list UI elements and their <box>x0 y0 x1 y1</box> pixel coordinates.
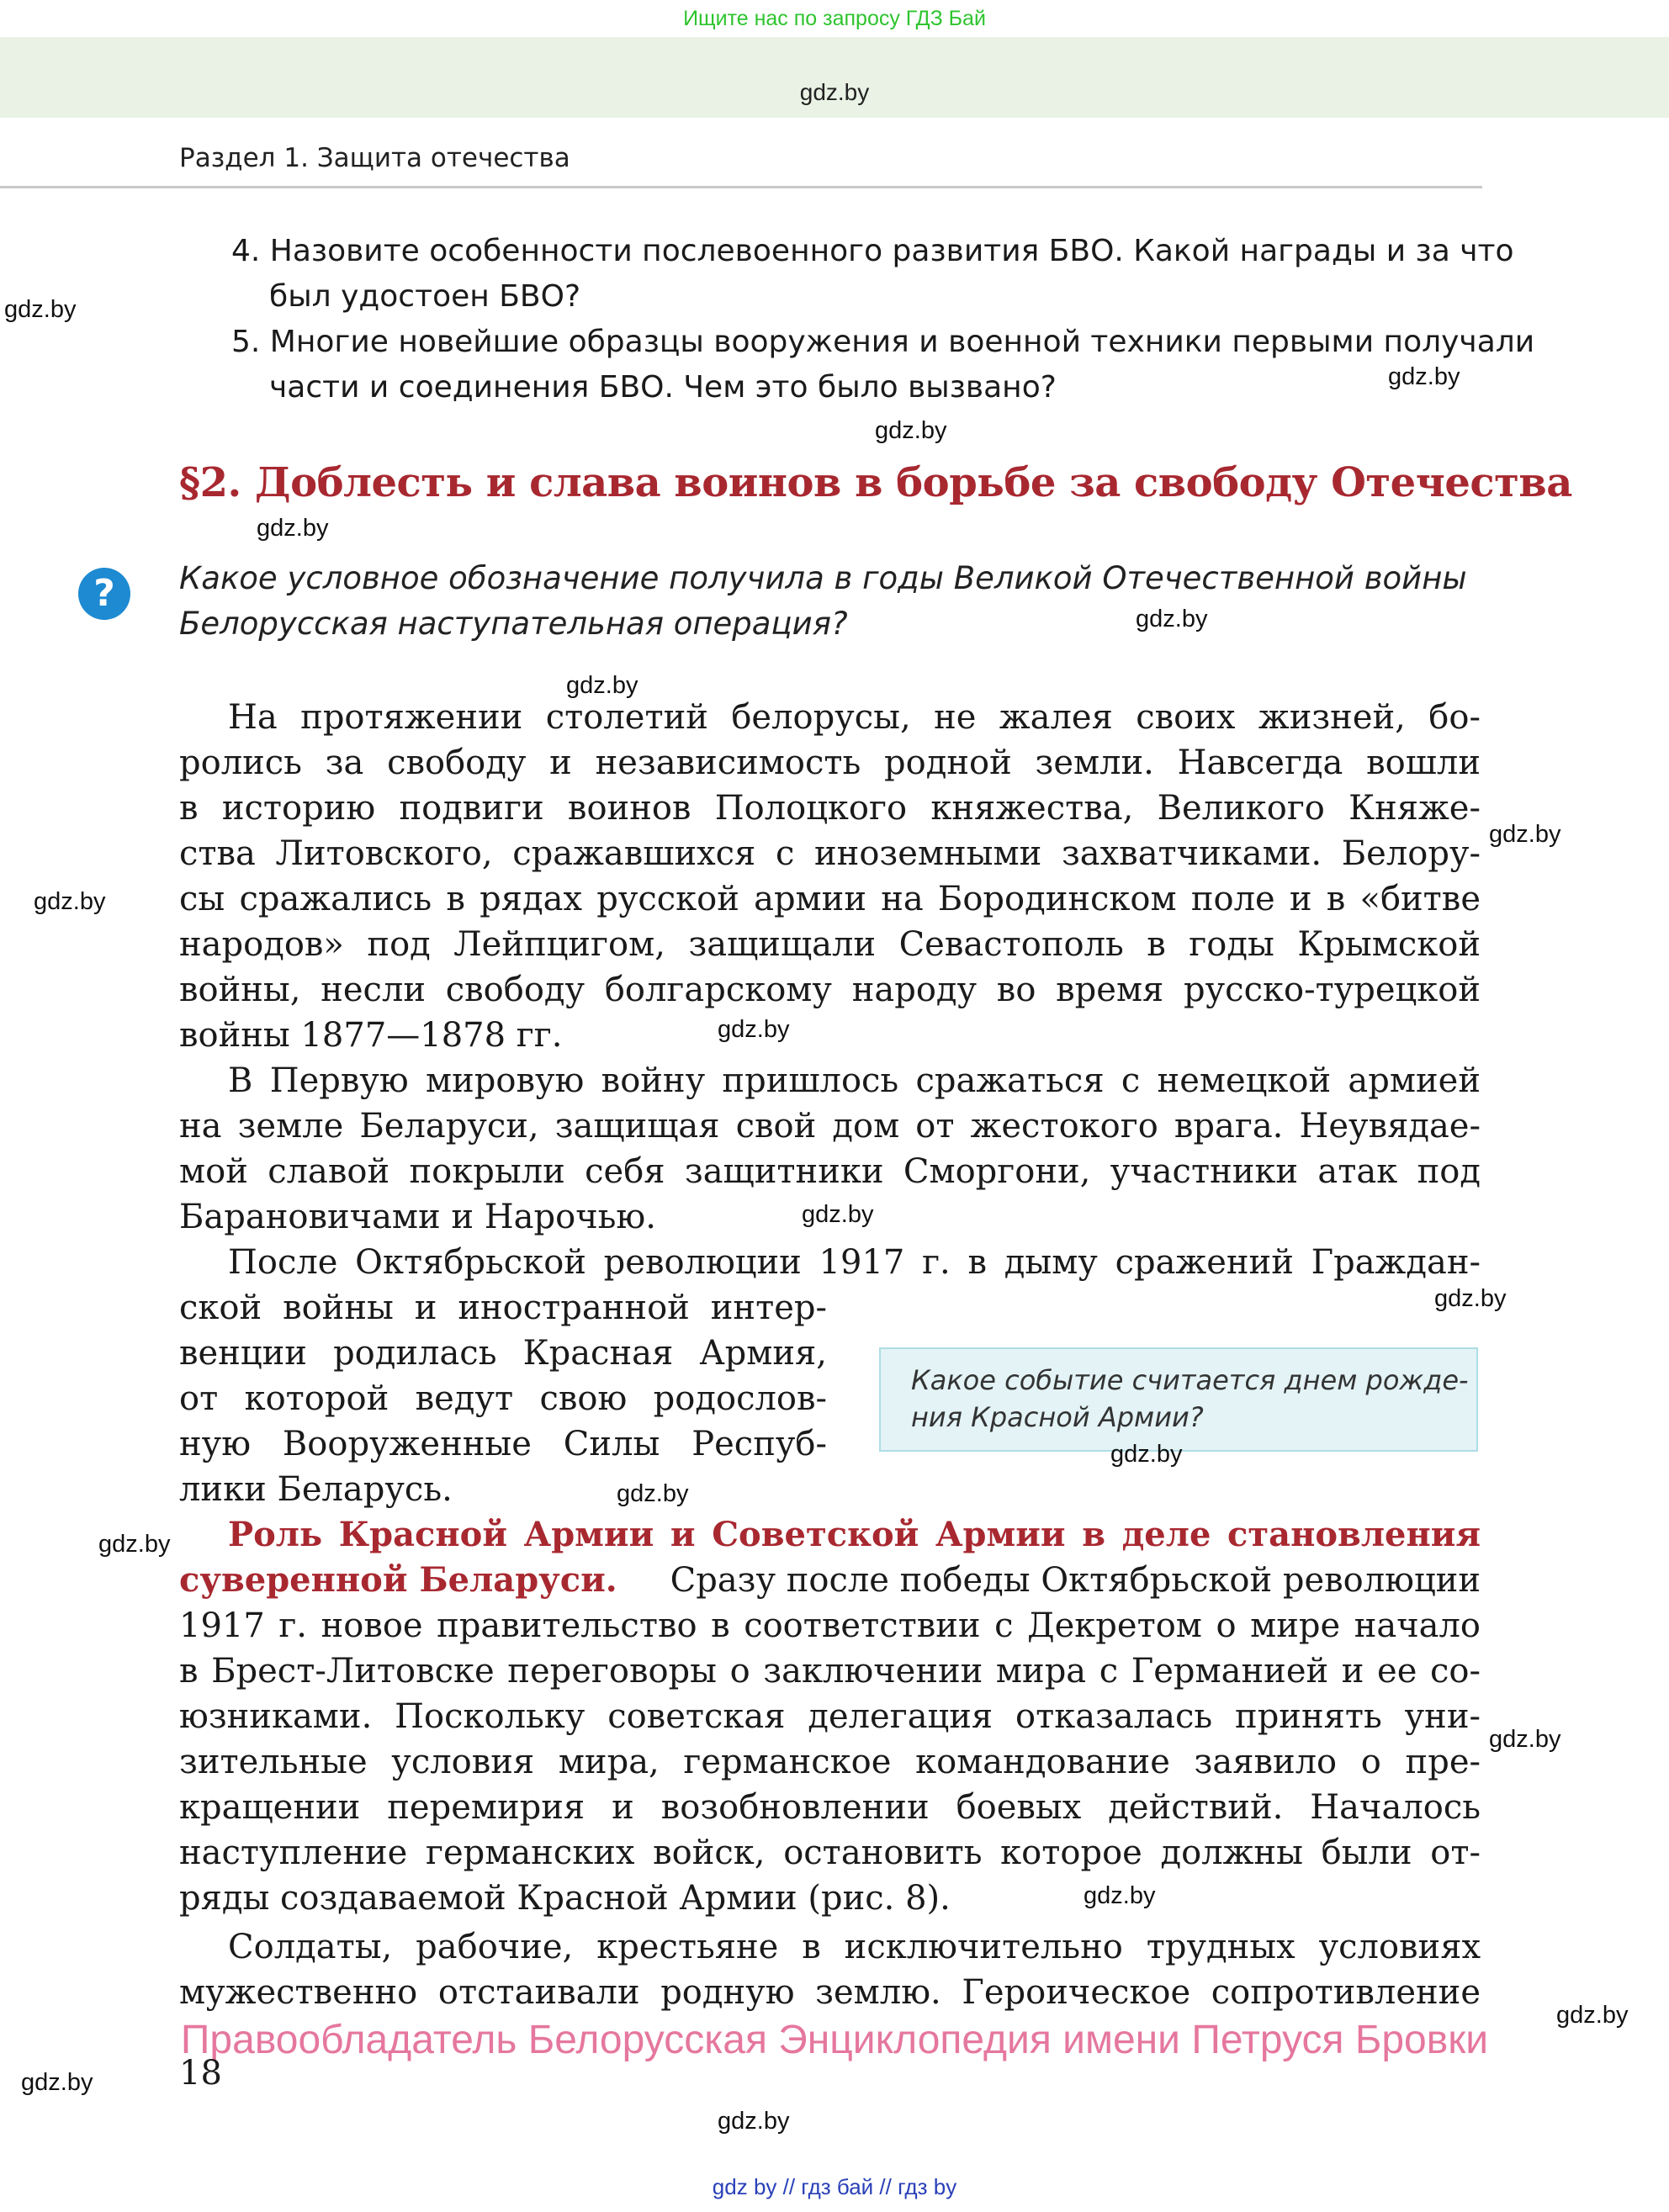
p1-line-3: в историю подвиги воинов Полоцкого княжества, Великого Княже- <box>179 789 1481 828</box>
subsection-title-line-2: суверенной Беларуси. <box>179 1560 617 1600</box>
p1-line-8: войны 1877—1878 гг. <box>179 1016 563 1055</box>
question-4-line-1: 4. Назовите особенности послевоенного развития БВО. Какой награды и за что <box>231 234 1514 268</box>
margin-question-box <box>879 1347 1478 1452</box>
question-icon: ? <box>78 568 130 620</box>
watermark: gdz.by <box>1110 1441 1183 1468</box>
margin-question-line-1: Какое событие считается днем рожде- <box>911 1364 1469 1396</box>
watermark: gdz.by <box>257 515 329 542</box>
p1-line-7: войны, несли свободу болгарскому народу во время русско-турецкой <box>179 971 1481 1009</box>
p3-line-3: венции родилась Красная Армия, <box>179 1334 827 1373</box>
watermark: gdz.by <box>21 2069 93 2096</box>
p4-line-7: наступление германских войск, остановить которое должны были от- <box>179 1834 1481 1872</box>
p2-line-1: В Первую мировую войну пришлось сражаться с немецкой армией <box>228 1061 1481 1100</box>
p1-line-6: народов» под Лейпцигом, защищали Севастополь в годы Крымской <box>179 925 1481 964</box>
watermark: gdz.by <box>98 1531 171 1558</box>
p1-line-1: На протяжении столетий белорусы, не жалея своих жизней, бо- <box>228 698 1481 737</box>
intro-question-line-2: Белорусская наступательная операция? <box>179 606 848 642</box>
watermark: gdz.by <box>34 888 106 915</box>
watermark: gdz.by <box>1434 1285 1507 1312</box>
question-4-line-2: был удостоен БВО? <box>269 279 581 314</box>
watermark: gdz.by <box>1489 1726 1561 1753</box>
p3-line-1: После Октябрьской революции 1917 г. в дыму сражений Граждан- <box>228 1243 1481 1282</box>
intro-question-line-1: Какое условное обозначение получила в годы Великой Отечественной войны <box>179 560 1467 596</box>
p5-line-2: мужественно отстаивали родную землю. Героическое сопротивление <box>179 1973 1481 2012</box>
p4-line-3: в Брест-Литовске переговоры о заключении мира с Германией и ее со- <box>179 1652 1481 1691</box>
paragraph-heading: §2. Доблесть и слава воинов в борьбе за свободу Отечества <box>179 459 1572 506</box>
p2-line-2: на земле Беларуси, защищая свой дом от жестокого врага. Неувядае- <box>179 1107 1481 1146</box>
p5-line-1: Солдаты, рабочие, крестьяне в исключительно трудных условиях <box>228 1928 1481 1966</box>
watermark: gdz.by <box>718 1016 790 1043</box>
header-band <box>0 37 1669 118</box>
watermark: gdz.by <box>1489 821 1561 848</box>
p2-line-3: мой славой покрыли себя защитники Сморгони, участники атак под <box>179 1152 1481 1191</box>
p4-line-6: кращении перемирия и возобновлении боевых действий. Началось <box>179 1788 1481 1827</box>
p1-line-5: сы сражались в рядах русской армии на Бородинском поле и в «битве <box>179 880 1481 918</box>
footer-links[interactable]: gdz by // гдз бай // гдз by <box>712 2174 957 2199</box>
watermark: gdz.by <box>718 2108 790 2135</box>
p1-line-2: ролись за свободу и независимость родной земли. Навсегда вошли <box>179 744 1481 782</box>
p3-line-5: ную Вооруженные Силы Респуб- <box>179 1425 827 1463</box>
p3-line-4: от которой ведут свою родослов- <box>179 1379 827 1418</box>
watermark: gdz.by <box>1136 606 1208 632</box>
section-label: Раздел 1. Защита отечества <box>179 143 570 173</box>
header-site[interactable]: gdz.by <box>799 79 870 105</box>
watermark: gdz.by <box>617 1480 689 1507</box>
p4-line-8: ряды создаваемой Красной Армии (рис. 8). <box>179 1879 951 1918</box>
p4-line-4: юзниками. Поскольку советская делегация отказалась принять уни- <box>179 1697 1481 1736</box>
watermark: gdz.by <box>802 1201 874 1228</box>
question-5-line-1: 5. Многие новейшие образцы вооружения и военной техники первыми получали <box>231 325 1535 359</box>
p4-line-5: зительные условия мира, германское командование заявило о пре- <box>179 1743 1481 1781</box>
watermark: gdz.by <box>1084 1882 1156 1909</box>
header-divider <box>0 186 1482 188</box>
margin-question-line-2: ния Красной Армии? <box>911 1401 1204 1433</box>
p4-line-2: 1917 г. новое правительство в соответствии с Декретом о мире начало <box>179 1606 1481 1645</box>
watermark: gdz.by <box>875 417 947 444</box>
watermark: gdz.by <box>4 296 77 323</box>
p3-line-6: лики Беларусь. <box>179 1470 453 1509</box>
watermark: gdz.by <box>1388 363 1460 390</box>
p4-first-line <box>179 1558 1481 1603</box>
p2-line-4: Барановичами и Нарочью. <box>179 1198 656 1236</box>
rights-holder-watermark: Правообладатель Белорусская Энциклопедия имени Петруся Бровки <box>180 2018 1489 2062</box>
p1-line-4: ства Литовского, сражавшихся с иноземными захватчиками. Белору- <box>179 834 1481 873</box>
top-notice[interactable]: Ищите нас по запросу ГДЗ Бай <box>683 7 986 30</box>
page-number: 18 <box>179 2054 222 2093</box>
watermark: gdz.by <box>566 672 638 699</box>
question-5-line-2: части и соединения БВО. Чем это было вызвано? <box>269 370 1057 405</box>
p4-line-1: Сразу после победы Октябрьской революции <box>670 1561 1481 1600</box>
p3-line-2: ской войны и иностранной интер- <box>179 1289 827 1327</box>
watermark: gdz.by <box>1556 2002 1629 2029</box>
subsection-title-line-1: Роль Красной Армии и Советской Армии в деле становления <box>228 1515 1481 1554</box>
